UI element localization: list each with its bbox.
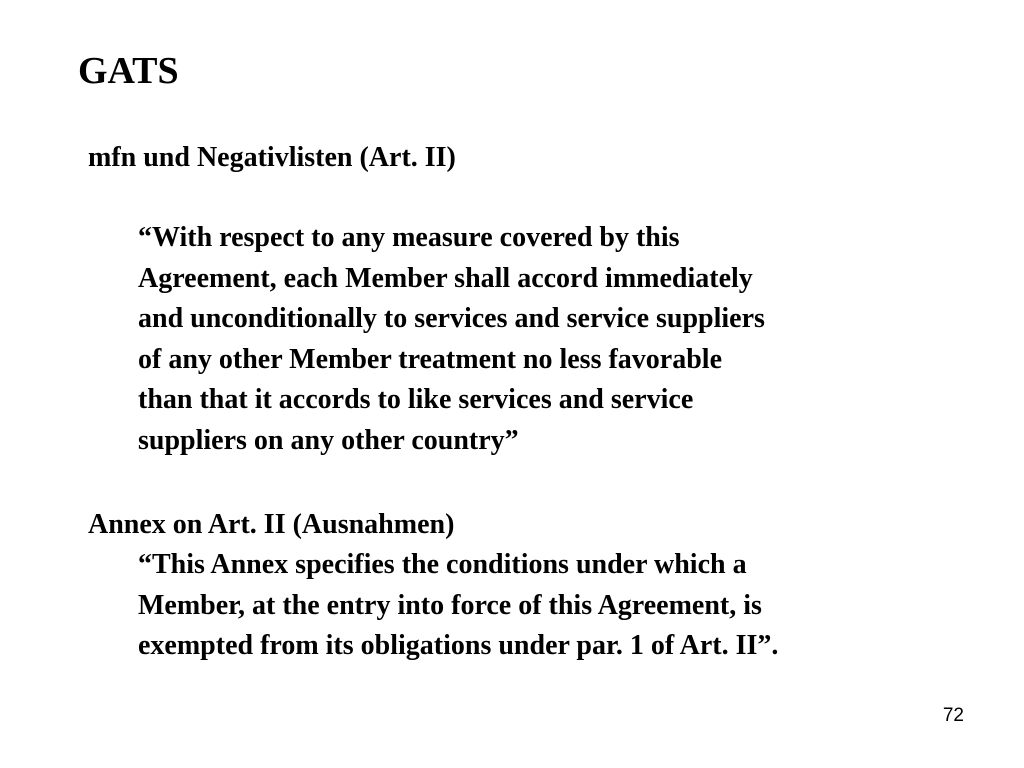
slide-title: GATS [78, 50, 179, 92]
quote-annex [138, 545, 778, 667]
quote-line: “This Annex specifies the conditions under which a [138, 549, 747, 580]
page-number: 72 [942, 705, 964, 726]
quote-mfn [138, 218, 765, 461]
quote-line: Member, at the entry into force of this Agreement, is [138, 589, 762, 621]
quote-line: and unconditionally to services and service suppliers [138, 303, 765, 334]
quote-line: of any other Member treatment no less favorable [138, 343, 722, 375]
quote-line: than that it accords to like services and service [138, 384, 694, 415]
section-heading-annex: Annex on Art. II (Ausnahmen) [88, 509, 455, 540]
section-heading-mfn: mfn und Negativlisten (Art. II) [88, 142, 456, 173]
quote-line: Agreement, each Member shall accord immediately [138, 262, 753, 294]
quote-line: suppliers on any other country” [138, 424, 519, 456]
quote-line: “With respect to any measure covered by this [138, 222, 680, 253]
quote-line: exempted from its obligations under par. 1 of Art. II”. [138, 630, 779, 661]
